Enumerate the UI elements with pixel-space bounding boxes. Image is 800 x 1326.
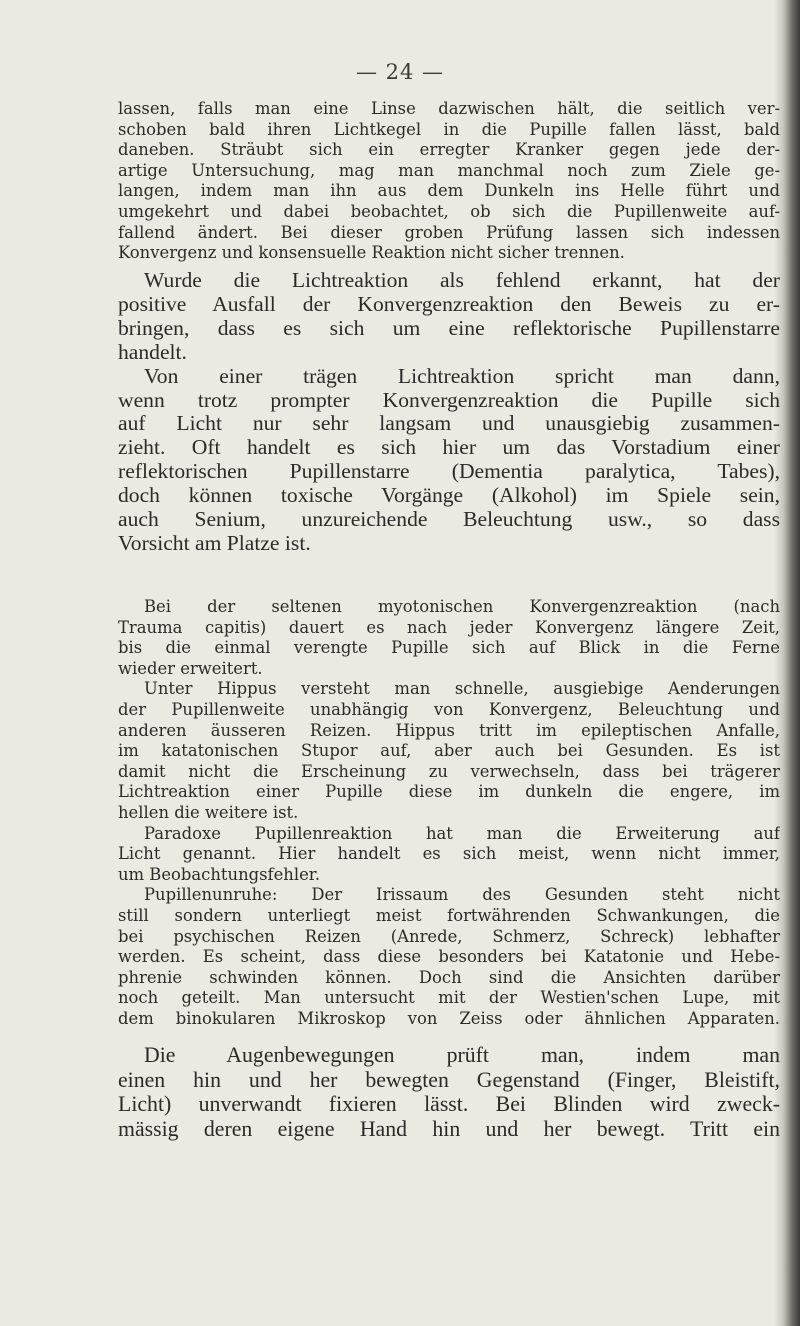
text-line: daneben. Sträubt sich ein erregter Kranker gegen jede der- [118,140,780,160]
text-line: einen hin und her bewegten Gegenstand (Finger, Bleistift, [118,1067,780,1092]
text-line: im katatonischen Stupor auf, aber auch bei Gesunden. Es ist [118,741,780,761]
text-line: Lichtreaktion einer Pupille diese im dunkeln die engere, im [118,782,780,802]
paragraph-lens-examination [118,99,780,264]
text-line: umgekehrt und dabei beobachtet, ob sich die Pupillenweite auf- [118,201,780,221]
paragraph-light-reaction [118,269,780,556]
paragraph-eye-movements [118,1043,780,1141]
text-line: Vorsicht am Platze ist. [118,531,311,555]
text-line: noch geteilt. Man untersucht mit der Westien'schen Lupe, mit [118,988,780,1008]
text-line: Die Augenbewegungen prüft man, indem man [144,1043,780,1067]
text-line: reflektorischen Pupillenstarre (Dementia paralytica, Tabes), [118,460,780,484]
text-line: Von einer trägen Lichtreaktion spricht man dann, [144,364,780,388]
text-line: Paradoxe Pupillenreaktion hat man die Erweiterung auf [144,823,780,843]
text-line: Bei der seltenen myotonischen Konvergenzreaktion (nach [144,597,780,616]
text-line: bis die einmal verengte Pupille sich auf Blick in die Ferne [118,638,780,658]
text-line: still sondern unterliegt meist fortwährenden Schwankungen, die [118,905,780,925]
text-line: Trauma capitis) dauert es nach jeder Konvergenz längere Zeit, [118,617,780,637]
text-line: doch können toxische Vorgänge (Alkohol) im Spiele sein, [118,484,780,508]
text-line: Konvergenz und konsensuelle Reaktion nicht sicher trennen. [118,243,625,263]
text-line: Unter Hippus versteht man schnelle, ausgiebige Aenderungen [144,679,780,699]
text-line: der Pupillenweite unabhängig von Konvergenz, Beleuchtung und [118,699,780,719]
text-line: werden. Es scheint, dass diese besonders bei Katatonie und Hebe- [118,947,780,967]
text-line: mässig deren eigene Hand hin und her bewegt. Tritt ein [118,1116,780,1141]
text-line: wieder erweitert. [118,658,263,678]
text-line: auf Licht nur sehr langsam und unausgiebig zusammen- [118,412,780,436]
text-line: Wurde die Lichtreaktion als fehlend erkannt, hat der [144,269,780,292]
text-line: handelt. [118,340,187,364]
paragraph-myotonic-hippus [118,597,780,1029]
text-line: lassen, falls man eine Linse dazwischen hält, die seitlich ver- [118,99,780,118]
text-line: anderen äusseren Reizen. Hippus tritt im epileptischen Anfalle, [118,720,780,740]
text-line: artige Untersuchung, mag man manchmal noch zum Ziele ge- [118,160,780,180]
page-number: — 24 — [355,60,445,84]
text-line: Licht) unverwandt fixieren lässt. Bei Blinden wird zweck- [118,1092,780,1116]
text-line: langen, indem man ihn aus dem Dunkeln ins Helle führt und [118,181,780,201]
text-line: fallend ändert. Bei dieser groben Prüfung lassen sich indessen [118,222,780,242]
text-line: zieht. Oft handelt es sich hier um das Vorstadium einer [118,436,780,460]
text-line: positive Ausfall der Konvergenzreaktion den Beweis zu er- [118,292,780,316]
text-line: dem binokularen Mikroskop von Zeiss oder ähnlichen Apparaten. [118,1008,780,1028]
text-line: auch Senium, unzureichende Beleuchtung usw., so dass [118,508,780,532]
text-line: Pupillenunruhe: Der Irissaum des Gesunden steht nicht [144,885,780,905]
text-line: bei psychischen Reizen (Anrede, Schmerz, Schreck) lebhafter [118,926,780,946]
text-line: damit nicht die Erscheinung zu verwechseln, dass bei trägerer [118,761,780,781]
text-line: Licht genannt. Hier handelt es sich meist, wenn nicht immer, [118,844,780,864]
text-line: bringen, dass es sich um eine reflektorische Pupillenstarre [118,316,780,340]
text-line: phrenie schwinden können. Doch sind die Ansichten darüber [118,967,780,987]
text-line: hellen die weitere ist. [118,802,299,822]
text-line: schoben bald ihren Lichtkegel in die Pupille fallen lässt, bald [118,119,780,139]
text-line: um Beobachtungsfehler. [118,864,321,884]
text-line: wenn trotz prompter Konvergenzreaktion die Pupille sich [118,388,780,412]
